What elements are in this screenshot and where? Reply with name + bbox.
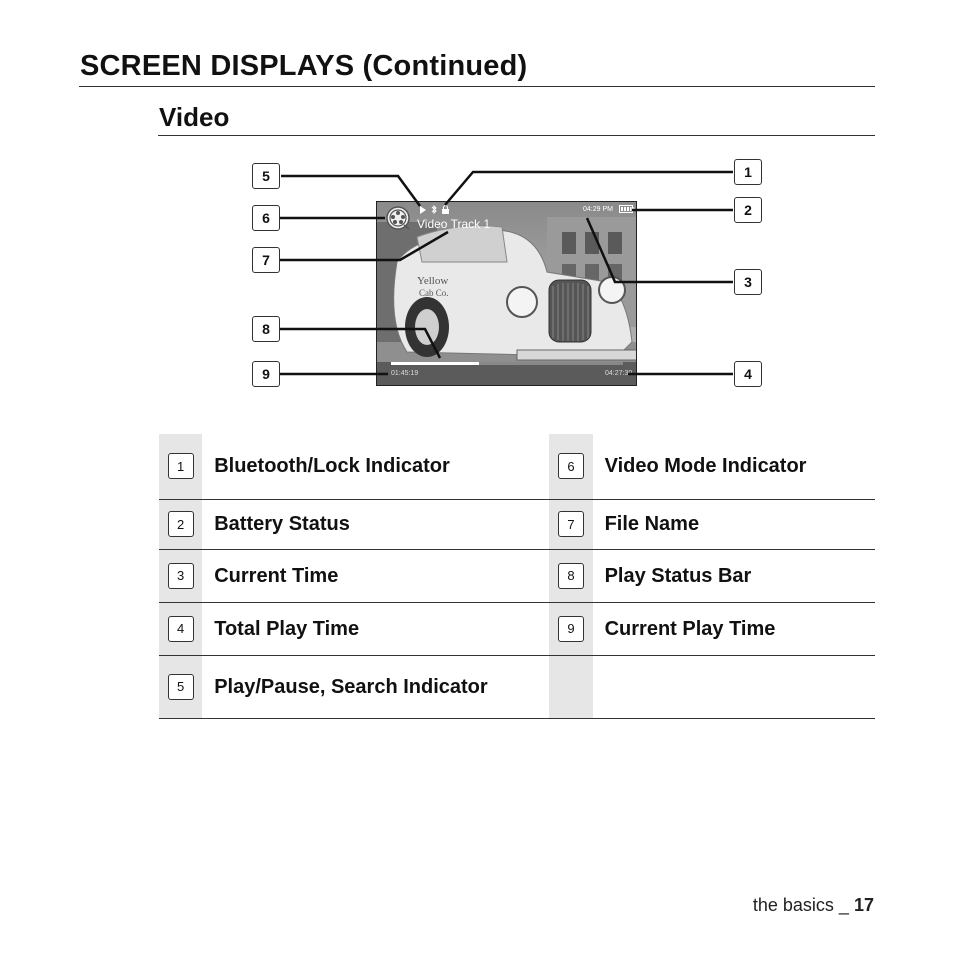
car-door-sign-line2: Cab Co.	[419, 288, 449, 298]
legend-number: 5	[168, 674, 194, 700]
legend-number: 2	[168, 511, 194, 537]
legend-label: File Name	[604, 513, 700, 535]
legend-label: Current Time	[214, 564, 339, 587]
callout-line-7	[280, 232, 448, 260]
legend-label: Play/Pause, Search Indicator	[214, 675, 488, 698]
legend-number: 3	[168, 563, 194, 589]
callout-3: 3	[734, 269, 762, 295]
footer-text: the basics _	[752, 895, 849, 915]
callout-line-5	[281, 176, 420, 206]
legend-number: 8	[558, 563, 584, 589]
page-title: SCREEN DISPLAYS (Continued)	[80, 50, 528, 82]
callout-line-1	[445, 172, 733, 205]
legend-number: 9	[558, 616, 584, 642]
table-row	[159, 602, 875, 655]
legend-number: 1	[168, 453, 194, 479]
legend-number: 4	[168, 616, 194, 642]
car-door-sign-line1: Yellow	[417, 275, 449, 287]
current-time: 04:29 PM	[583, 206, 613, 213]
total-play-time: 04:27:30	[605, 370, 633, 377]
callout-6: 6	[252, 205, 280, 231]
table-row	[159, 434, 875, 499]
callout-5: 5	[252, 163, 280, 189]
page-footer	[753, 895, 874, 916]
table-row	[159, 655, 875, 718]
callout-8: 8	[252, 316, 280, 342]
callout-line-8	[280, 329, 440, 358]
callout-7: 7	[252, 247, 280, 273]
legend-label: Battery Status	[214, 513, 350, 535]
legend-label: Bluetooth/Lock Indicator	[214, 455, 450, 478]
legend-label: Current Play Time	[604, 617, 776, 640]
table-row	[159, 499, 875, 549]
callout-line-3	[587, 218, 733, 282]
callout-1: 1	[734, 159, 762, 185]
page-number: 17	[853, 895, 874, 915]
callout-9: 9	[252, 361, 280, 387]
current-play-time: 01:45:19	[391, 370, 419, 377]
file-name: Video Track 1	[417, 217, 491, 231]
legend-number: 7	[558, 511, 584, 537]
legend-label: Play Status Bar	[604, 564, 752, 587]
section-title: Video	[159, 102, 230, 132]
table-row	[159, 549, 875, 602]
callout-4: 4	[734, 361, 762, 387]
legend-number: 6	[558, 453, 584, 479]
legend-label: Video Mode Indicator	[604, 455, 807, 478]
callout-2: 2	[734, 197, 762, 223]
legend-label: Total Play Time	[214, 617, 360, 640]
legend-table	[159, 434, 875, 719]
